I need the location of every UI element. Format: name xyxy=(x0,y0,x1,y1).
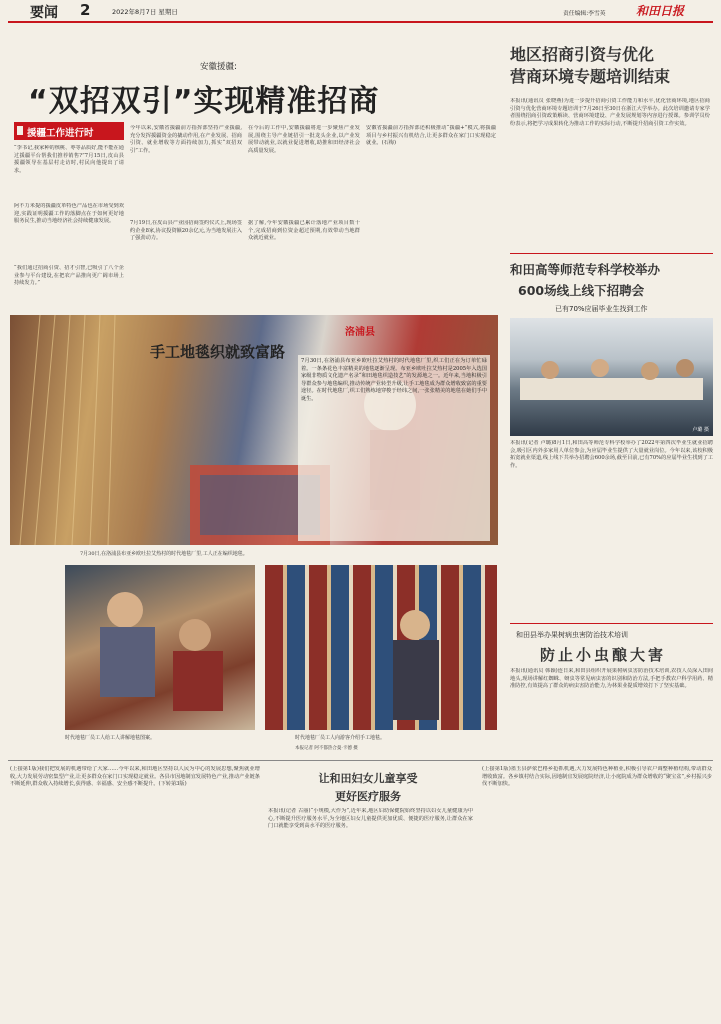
pest-kicker: 和田县举办果树病虫害防治技术培训 xyxy=(516,631,628,639)
bottom-separator xyxy=(8,760,713,761)
lead-top-rule xyxy=(10,23,498,51)
carpet-caption-right: 时代地毯厂员工人向游客介绍手工地毯。 xyxy=(295,735,386,741)
column-tag-label: 援疆工作进行时 xyxy=(27,128,94,139)
lead-body-col-3: 在今后的工作中,安徽援疆将进一步聚焦产业发展,围绕主导产业链招引一批龙头企业,以产业发展带动就业,以就业促进增收,助推和田经济社会高质量发展。 xyxy=(248,125,360,154)
carpet-feature xyxy=(10,315,498,755)
school-rule xyxy=(510,253,713,254)
bottom-left-body: (上接第1版)我们把发展的机遇带给了大家……今年以来,和田地区坚持以人民为中心的发展思想,聚焦就业增收,大力发展劳动密集型产业,让更多群众在家门口实现稳定就业。各县市因地制宜发展特色产业,推动产业链条不断延伸,群众收入持续增长,获得感、幸福感、安全感不断提升。(下转第3版) xyxy=(10,766,260,788)
school-photo-shapes xyxy=(510,318,713,436)
issue-date: 2022年8月7日 星期日 xyxy=(112,8,178,16)
right-top-headline-2: 营商环境专题培训结束 xyxy=(510,67,671,86)
bottom-right-body: (上接第1版)墨玉县萨依巴格乡抢抓机遇,大力发展特色种植业,积极引导农户调整种植结构,带动群众增收致富。各乡镇村结合实际,因地制宜发展庭院经济,让小庭院成为群众增收的“聚宝盆”,乡村振兴步伐不断加快。 xyxy=(482,766,712,788)
carpet-caption-left: 时代地毯厂员工人给工人讲解地毯图案。 xyxy=(65,735,156,741)
masthead xyxy=(8,0,713,22)
paper-logo: 和田日报 xyxy=(636,4,685,18)
pest-headline: 防止小虫酿大害 xyxy=(540,646,667,664)
lead-body-col-1c: “我们通过招商引资、招才引智,已吸引了八个企业参与平台建设,在把农产品推向更广阔市场上持续发力。” xyxy=(14,265,124,287)
pest-rule xyxy=(510,623,713,624)
bottom-mid-body: 本报讯(记者 古丽)“小规模,大作为”,近年来,地区妇幼保健院始终坚持以妇女儿童健康为中心,不断提升医疗服务水平,为全地区妇女儿童提供更加优质、便捷的医疗服务,让群众在家门口就能享受到高水平的医疗服务。 xyxy=(268,808,473,830)
right-top-body: 本报讯(通讯员 张晓燕)为进一步提升招商引资工作能力和水平,优化营商环境,地区招商引资与优化营商环境专题培训于7月26日至30日在浙江大学举办。此次培训邀请专家学者围绕招商引资政策解读、营商环境建设、产业发展规划等内容进行授课。参训学员纷纷表示,将把学习成果转化为推动工作的实际行动,不断提升招商引资工作实效。 xyxy=(510,98,710,127)
right-top-headline-1: 地区招商引资与优化 xyxy=(510,45,655,64)
school-photo xyxy=(510,318,713,436)
lead-body-col-3b: 据了解,今年安徽援疆已累计落地产业项目数十个,完成招商到位资金超过预期,有效带动当地群众就近就业。 xyxy=(248,220,360,242)
pest-body: 本报讯(通讯员 韩颖)连日来,和田县组织开展果树病虫害防治技术培训,农技人员深入田间地头,现场讲解红蜘蛛、蚜虫等常见病虫害的识别和防治方法,手把手教农户科学用药、精准防控,有效提高了群众的病虫害防治能力,为林果业提质增效打下了坚实基础。 xyxy=(510,668,713,690)
lead-headline: “双招双引”实现精准招商 xyxy=(28,84,380,119)
school-headline-2: 600场线上线下招聘会 xyxy=(518,283,645,298)
bottom-mid-headline-1: 让和田妇女儿童享受 xyxy=(318,772,418,785)
carpet-photo-left xyxy=(65,565,255,730)
lead-body-col-2b: 7月19日,在皮山县产业园招商签约仪式上,现场签约企业8家,协议投资额20余亿元,为当地发展注入了强劲动力。 xyxy=(130,220,242,242)
carpet-photo-left-shapes xyxy=(65,565,255,730)
lead-body-col-4: 安徽省援疆前方指挥部还积极推动“援疆+”模式,将援疆项目与乡村振兴有机结合,让更多群众在家门口实现稳定就业。(石梅) xyxy=(366,125,496,147)
carpet-photo-right-shapes xyxy=(265,565,497,730)
school-headline-1: 和田高等师范专科学校举办 xyxy=(510,262,661,277)
school-subtitle: 已有70%应届毕业生找到工作 xyxy=(555,305,648,313)
school-body: 本报讯(记者 卢璐)8月1日,和田高等师范专科学校举办了2022年第四次毕业生就业招聘会,吸引区内外多家用人单位参会,为应届毕业生提供了大量就业岗位。今年以来,该校积极拓宽就业渠道,线上线下共举办招聘会600余场,截至目前,已有70%的应届毕业生找到了工作。 xyxy=(510,440,713,469)
editor-credit: 责任编辑:李雪英 xyxy=(563,11,606,17)
lead-body-col-1b: 阿不力米提的援疆皮革特色产品也在市场受到欢迎,实践证明援疆工作的落脚点在于如何更好地服务民生,推动当地经济社会持续健康发展。 xyxy=(14,203,124,225)
carpet-headline: 手工地毯织就致富路 xyxy=(150,343,286,361)
lead-body-col-1: “李书记,我家种的核桃、枣等品质好,能不能在通过援疆平台帮我们推荐销售?”7月15日,皮山县援疆领导在基层村走访时,村民向他提出了请求。 xyxy=(14,145,124,174)
carpet-body: 7月30日,在洛浦县布亚乡欧吐拉艾热村的时代地毯厂里,织工们正在为订单忙碌着。一条条花色丰富精美的地毯逐渐呈现。布亚乡欧吐拉艾热村是2005年入选国家级非物质文化遗产名录“和田地毯织造技艺”的发源地之一。近年来,当地积极引导群众参与地毯编织,推动传统产业转型升级,让手工地毯成为群众增收致富的重要途径。在时代地毯厂,织工们熟练地穿梭于经纬之间,一张张精美的地毯在她们手中诞生。 xyxy=(298,355,490,541)
section-label: 要闻 xyxy=(30,5,58,21)
page-number: 2 xyxy=(80,1,91,19)
lead-body-col-2: 今年以来,安徽省援疆前方指挥部坚持产业援疆,充分发挥援疆资金的撬动作用,在产业发展、招商引资、就业增收等方面持续加力,抓实“双招双引”工作。 xyxy=(130,125,242,154)
bookmark-icon xyxy=(17,126,23,135)
carpet-photo-right xyxy=(265,565,497,730)
carpet-caption-top: 7月30日,在洛浦县布亚乡欧吐拉艾热村的时代地毯厂里,工人正在编织地毯。 xyxy=(80,551,248,557)
column-tag xyxy=(14,122,124,140)
bottom-mid-headline-2: 更好医疗服务 xyxy=(335,790,401,803)
school-photo-credit: 卢璐 摄 xyxy=(692,427,709,433)
lead-kicker: 安徽援疆: xyxy=(200,62,237,72)
carpet-place: 洛浦县 xyxy=(345,327,375,338)
carpet-photo-credit: 本报记者 阿不都热合曼·卡德 摄 xyxy=(295,746,358,751)
